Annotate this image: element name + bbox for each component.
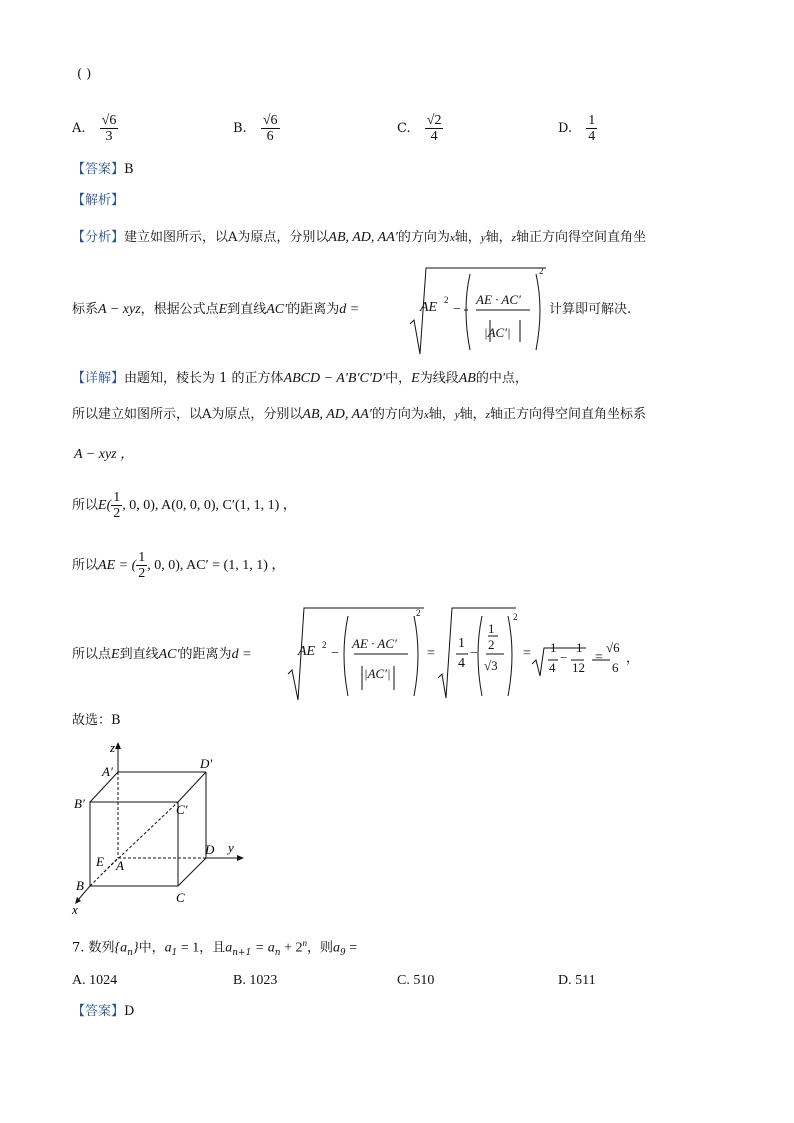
fraction-numerator: 1 bbox=[113, 490, 121, 505]
label-a: A bbox=[116, 858, 124, 873]
formula-outer-exponent: 2 bbox=[539, 266, 544, 276]
comma: ， bbox=[626, 651, 640, 666]
recurrence-eq: = a bbox=[251, 940, 275, 956]
subscript: 1 bbox=[171, 947, 178, 958]
text: 的中点， bbox=[475, 371, 528, 386]
sequence-close: } bbox=[132, 940, 139, 956]
subscript: n bbox=[127, 947, 133, 958]
text: ，根据公式点 bbox=[140, 302, 219, 317]
text: 所以 bbox=[72, 498, 99, 513]
label-y: y bbox=[228, 840, 234, 855]
a1-value: = 1 bbox=[177, 940, 200, 956]
axis-y: y bbox=[480, 232, 486, 244]
half-den: 2 bbox=[488, 637, 495, 652]
answer-line bbox=[72, 161, 134, 179]
point-e: E bbox=[411, 371, 420, 386]
detail-line-5 bbox=[72, 550, 285, 581]
text: 到直线 bbox=[119, 647, 159, 662]
dot-product: AE · AC′ bbox=[352, 636, 397, 651]
superscript: n bbox=[302, 938, 307, 948]
option-letter: B. bbox=[233, 121, 247, 136]
answer-value: D bbox=[124, 1004, 135, 1019]
point-e: E bbox=[111, 647, 120, 662]
half-num: 1 bbox=[488, 621, 495, 636]
detail-line-3: A − xyz ， bbox=[74, 447, 135, 462]
fraction-numerator: √6 bbox=[101, 113, 117, 128]
equals-sign: = bbox=[523, 646, 531, 661]
q7-option-d: D. 511 bbox=[558, 973, 596, 988]
q7-option-b: B. 1023 bbox=[233, 973, 278, 988]
label-d: D bbox=[205, 842, 215, 857]
label-e: E bbox=[96, 854, 104, 869]
line-ac: AC′ bbox=[266, 302, 288, 317]
result-num: √6 bbox=[606, 640, 620, 655]
label-x: x bbox=[72, 902, 78, 917]
cube-diagram bbox=[68, 740, 248, 920]
option-d bbox=[558, 113, 597, 144]
minus-sign: − bbox=[470, 646, 478, 661]
text: ，则 bbox=[306, 940, 333, 956]
q7-option-a: A. 1024 bbox=[72, 973, 118, 988]
text: 的距离为 bbox=[179, 647, 232, 662]
detail-line-1 bbox=[72, 370, 528, 388]
text: 轴， bbox=[485, 230, 512, 245]
fenxi-tag: 【分析】 bbox=[72, 230, 125, 245]
text: ，且 bbox=[199, 940, 226, 956]
text: 所以 bbox=[72, 558, 99, 573]
equals-sign: = bbox=[595, 650, 603, 665]
label-c1: C′ bbox=[176, 802, 188, 817]
coord-system: A − xyz bbox=[98, 302, 141, 317]
answer-tag: 【答案】 bbox=[72, 162, 125, 177]
label-b1: B′ bbox=[74, 796, 85, 811]
axis-z: z bbox=[511, 232, 516, 244]
q7-answer-line bbox=[72, 1003, 134, 1021]
text: 的距离为 bbox=[287, 302, 340, 317]
option-a bbox=[72, 113, 118, 144]
edge-c1-d1 bbox=[178, 772, 206, 802]
sequence: {a bbox=[114, 940, 128, 956]
formula-minus: − bbox=[453, 302, 461, 317]
fraction-numerator: 1 bbox=[588, 113, 596, 128]
quarter-num: 1 bbox=[458, 636, 465, 651]
formula-exponent: 2 bbox=[444, 295, 449, 305]
vector-rest: , 0, 0), AC′ = (1, 1, 1) ， bbox=[147, 558, 286, 573]
label-z: z bbox=[110, 740, 116, 755]
label-a1: A′ bbox=[102, 764, 113, 779]
result-den: 6 bbox=[612, 660, 619, 675]
recurrence-plus: + 2 bbox=[280, 940, 303, 956]
label-c: C bbox=[176, 890, 185, 905]
denominator: |AC′| bbox=[364, 666, 391, 681]
detail-line-6 bbox=[72, 646, 252, 664]
subscript: 9 bbox=[339, 947, 346, 958]
label-b: B bbox=[76, 878, 84, 893]
z-arrow bbox=[115, 742, 121, 749]
text: 所以点 bbox=[72, 647, 112, 662]
sqrt-three: √3 bbox=[484, 658, 498, 673]
answer-value: B bbox=[124, 162, 134, 177]
ae-term: AE bbox=[298, 644, 316, 659]
option-b bbox=[233, 113, 280, 144]
axis-x: x bbox=[449, 232, 455, 244]
subscript: n+1 bbox=[232, 947, 252, 958]
term-a: a bbox=[225, 940, 233, 956]
d-equals: d = bbox=[339, 302, 360, 317]
fraction-denominator: 4 bbox=[430, 129, 438, 144]
analysis-line-2-post: 计算即可解决. bbox=[549, 302, 632, 317]
exponent: 2 bbox=[416, 608, 421, 618]
text: 轴， bbox=[428, 407, 455, 422]
text: 轴， bbox=[459, 407, 486, 422]
fraction-numerator: 1 bbox=[138, 550, 146, 565]
answer-paren: ( ) bbox=[77, 67, 92, 82]
fraction-numerator: √6 bbox=[262, 113, 278, 128]
fraction-denominator: 2 bbox=[113, 506, 121, 521]
option-fraction bbox=[261, 113, 280, 144]
option-c bbox=[397, 113, 443, 144]
text: 的方向为 bbox=[397, 230, 450, 245]
text: 轴正方向得空间直角坐 bbox=[515, 230, 646, 245]
text: 标系 bbox=[72, 302, 99, 317]
fraction-denominator: 4 bbox=[588, 129, 596, 144]
exponent: 2 bbox=[513, 612, 518, 622]
analysis-line-1 bbox=[72, 229, 646, 247]
text: 由题知，棱长为 1 的正方体 bbox=[124, 371, 284, 386]
text: 轴， bbox=[454, 230, 481, 245]
option-fraction bbox=[425, 113, 444, 144]
option-fraction bbox=[586, 113, 597, 144]
detail-tag: 【详解】 bbox=[72, 371, 125, 386]
twelve-num: 1 bbox=[576, 640, 583, 655]
vectors-ab-ad-aa: AB, AD, AA′ bbox=[302, 407, 372, 422]
minus-sign: − bbox=[331, 646, 339, 661]
q7-option-c: C. 510 bbox=[397, 973, 435, 988]
line-ac: AC′ bbox=[158, 647, 180, 662]
detail-line-2 bbox=[72, 406, 646, 424]
four-den: 4 bbox=[549, 660, 556, 675]
analysis-tag: 【解析】 bbox=[72, 193, 125, 208]
quarter-den: 4 bbox=[458, 656, 465, 671]
fraction-half bbox=[136, 550, 147, 581]
choose-line: 故选：B bbox=[72, 713, 121, 728]
point-e-coord: E( bbox=[98, 498, 112, 513]
option-letter: D. bbox=[558, 121, 573, 136]
option-fraction bbox=[100, 113, 119, 144]
text: 到直线 bbox=[227, 302, 267, 317]
axis-x: x bbox=[423, 409, 429, 421]
axis-y: y bbox=[454, 409, 460, 421]
minus-sign: − bbox=[560, 650, 568, 665]
segment-ab: AB bbox=[458, 371, 476, 386]
analysis-line-2-pre bbox=[72, 301, 359, 319]
term-a: a bbox=[332, 940, 340, 956]
coords-rest: , 0, 0), A(0, 0, 0), C′(1, 1, 1) ， bbox=[122, 498, 297, 513]
option-letter: A. bbox=[72, 121, 86, 136]
formula-ae-squared: AE bbox=[420, 300, 438, 315]
edge-c-d bbox=[178, 858, 206, 886]
fraction-denominator: 6 bbox=[266, 129, 274, 144]
axis-z: z bbox=[485, 409, 490, 421]
point-e: E bbox=[218, 302, 228, 317]
text: 中， bbox=[385, 371, 412, 386]
twelve-den: 12 bbox=[572, 660, 585, 675]
subscript: n bbox=[274, 947, 281, 958]
q7-stem bbox=[72, 934, 357, 962]
text: 所以建立如图所示，以A为原点，分别以 bbox=[72, 407, 303, 422]
formula-dot-product: AE · AC′ bbox=[476, 292, 521, 307]
option-letter: C. bbox=[397, 121, 411, 136]
fraction-numerator: √2 bbox=[426, 113, 442, 128]
text: 中， bbox=[138, 940, 165, 956]
a9-equals: = bbox=[345, 940, 358, 956]
cube-name: ABCD − A′B′C′D′ bbox=[283, 371, 386, 386]
vectors-ab-ad-aa: AB, AD, AA′ bbox=[328, 230, 398, 245]
fenxi-text: 建立如图所示，以A为原点，分别以 bbox=[124, 230, 329, 245]
d-equals: d = bbox=[231, 647, 252, 662]
text: 为线段 bbox=[419, 371, 459, 386]
detail-line-4 bbox=[72, 490, 297, 521]
equals-sign: = bbox=[427, 646, 435, 661]
term-a: a bbox=[164, 940, 172, 956]
fraction-half bbox=[111, 490, 122, 521]
label-d1: D′ bbox=[200, 756, 213, 771]
text: 的方向为 bbox=[371, 407, 424, 422]
vector-ae: AE = ( bbox=[98, 558, 137, 573]
y-arrow bbox=[237, 855, 244, 861]
text: 7. 数列 bbox=[72, 940, 115, 956]
text: 轴正方向得空间直角坐标系 bbox=[489, 407, 646, 422]
exponent: 2 bbox=[322, 640, 327, 650]
fraction-denominator: 2 bbox=[138, 566, 146, 581]
answer-tag: 【答案】 bbox=[72, 1004, 125, 1019]
formula-denominator: |AC′| bbox=[484, 325, 511, 340]
one-num: 1 bbox=[550, 640, 557, 655]
fraction-denominator: 3 bbox=[105, 129, 113, 144]
